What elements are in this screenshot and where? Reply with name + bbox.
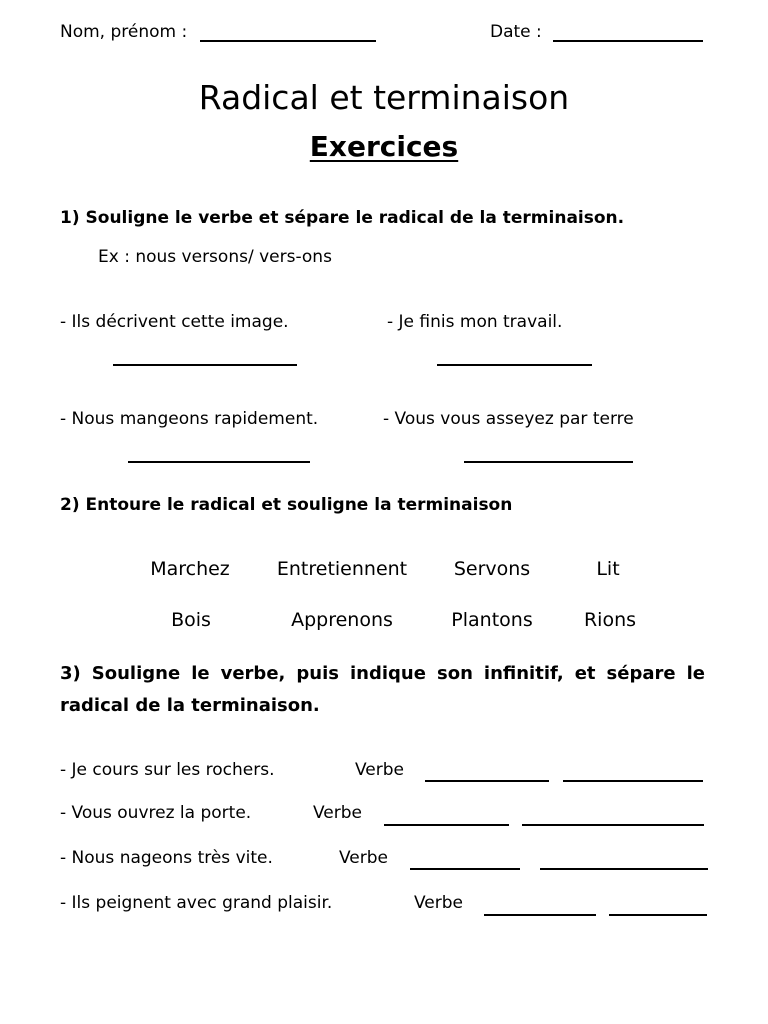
exercise1-answer-1[interactable]	[113, 364, 297, 366]
exercise3-split-4[interactable]	[609, 914, 707, 916]
exercise3-verb-label-2: Verbe	[313, 803, 363, 823]
word-plantons[interactable]: Plantons	[451, 609, 533, 631]
exercise3-verb-label-1: Verbe	[355, 760, 405, 780]
word-apprenons[interactable]: Apprenons	[291, 609, 393, 631]
exercise2-instruction: 2) Entoure le radical et souligne la terminaison	[60, 495, 513, 515]
word-bois[interactable]: Bois	[171, 609, 211, 631]
exercise1-answer-2[interactable]	[437, 364, 592, 366]
exercise3-sentence-2: - Vous ouvrez la porte.	[60, 803, 252, 823]
name-blank[interactable]	[200, 40, 376, 42]
name-label: Nom, prénom :	[60, 22, 188, 42]
exercise1-answer-4[interactable]	[464, 461, 633, 463]
exercise1-sentence-1: - Ils décrivent cette image.	[60, 312, 289, 332]
exercise3-sentence-4: - Ils peignent avec grand plaisir.	[60, 893, 333, 913]
exercise3-split-3[interactable]	[540, 868, 708, 870]
exercise3-split-1[interactable]	[563, 780, 703, 782]
exercise3-verb-label-3: Verbe	[339, 848, 389, 868]
exercise3-verb-label-4: Verbe	[414, 893, 464, 913]
word-lit[interactable]: Lit	[596, 558, 620, 580]
word-rions[interactable]: Rions	[583, 609, 637, 631]
exercise1-example: Ex : nous versons/ vers-ons	[98, 247, 332, 267]
page-title: Radical et terminaison	[198, 78, 570, 117]
exercise3-infinitive-1[interactable]	[425, 780, 549, 782]
exercise3-infinitive-3[interactable]	[410, 868, 520, 870]
exercise1-sentence-3: - Nous mangeons rapidement.	[60, 409, 319, 429]
date-label: Date :	[490, 22, 542, 42]
exercise3-split-2[interactable]	[522, 824, 704, 826]
word-marchez[interactable]: Marchez	[150, 558, 230, 580]
exercise3-instruction: 3) Souligne le verbe, puis indique son infinitif, et sépare le radical de la terminaison.	[60, 663, 705, 716]
exercise3-infinitive-4[interactable]	[484, 914, 596, 916]
exercise1-sentence-2: - Je finis mon travail.	[387, 312, 563, 332]
exercise3-sentence-3: - Nous nageons très vite.	[60, 848, 273, 868]
word-entretiennent[interactable]: Entretiennent	[276, 558, 408, 580]
word-servons[interactable]: Servons	[453, 558, 531, 580]
date-blank[interactable]	[553, 40, 703, 42]
exercise1-answer-3[interactable]	[128, 461, 310, 463]
exercise1-sentence-4: - Vous vous asseyez par terre	[383, 409, 634, 429]
exercise1-instruction: 1) Souligne le verbe et sépare le radical de la terminaison.	[60, 208, 625, 228]
exercise3-sentence-1: - Je cours sur les rochers.	[60, 760, 275, 780]
exercise3-infinitive-2[interactable]	[384, 824, 509, 826]
page-subtitle: Exercices	[309, 130, 459, 163]
